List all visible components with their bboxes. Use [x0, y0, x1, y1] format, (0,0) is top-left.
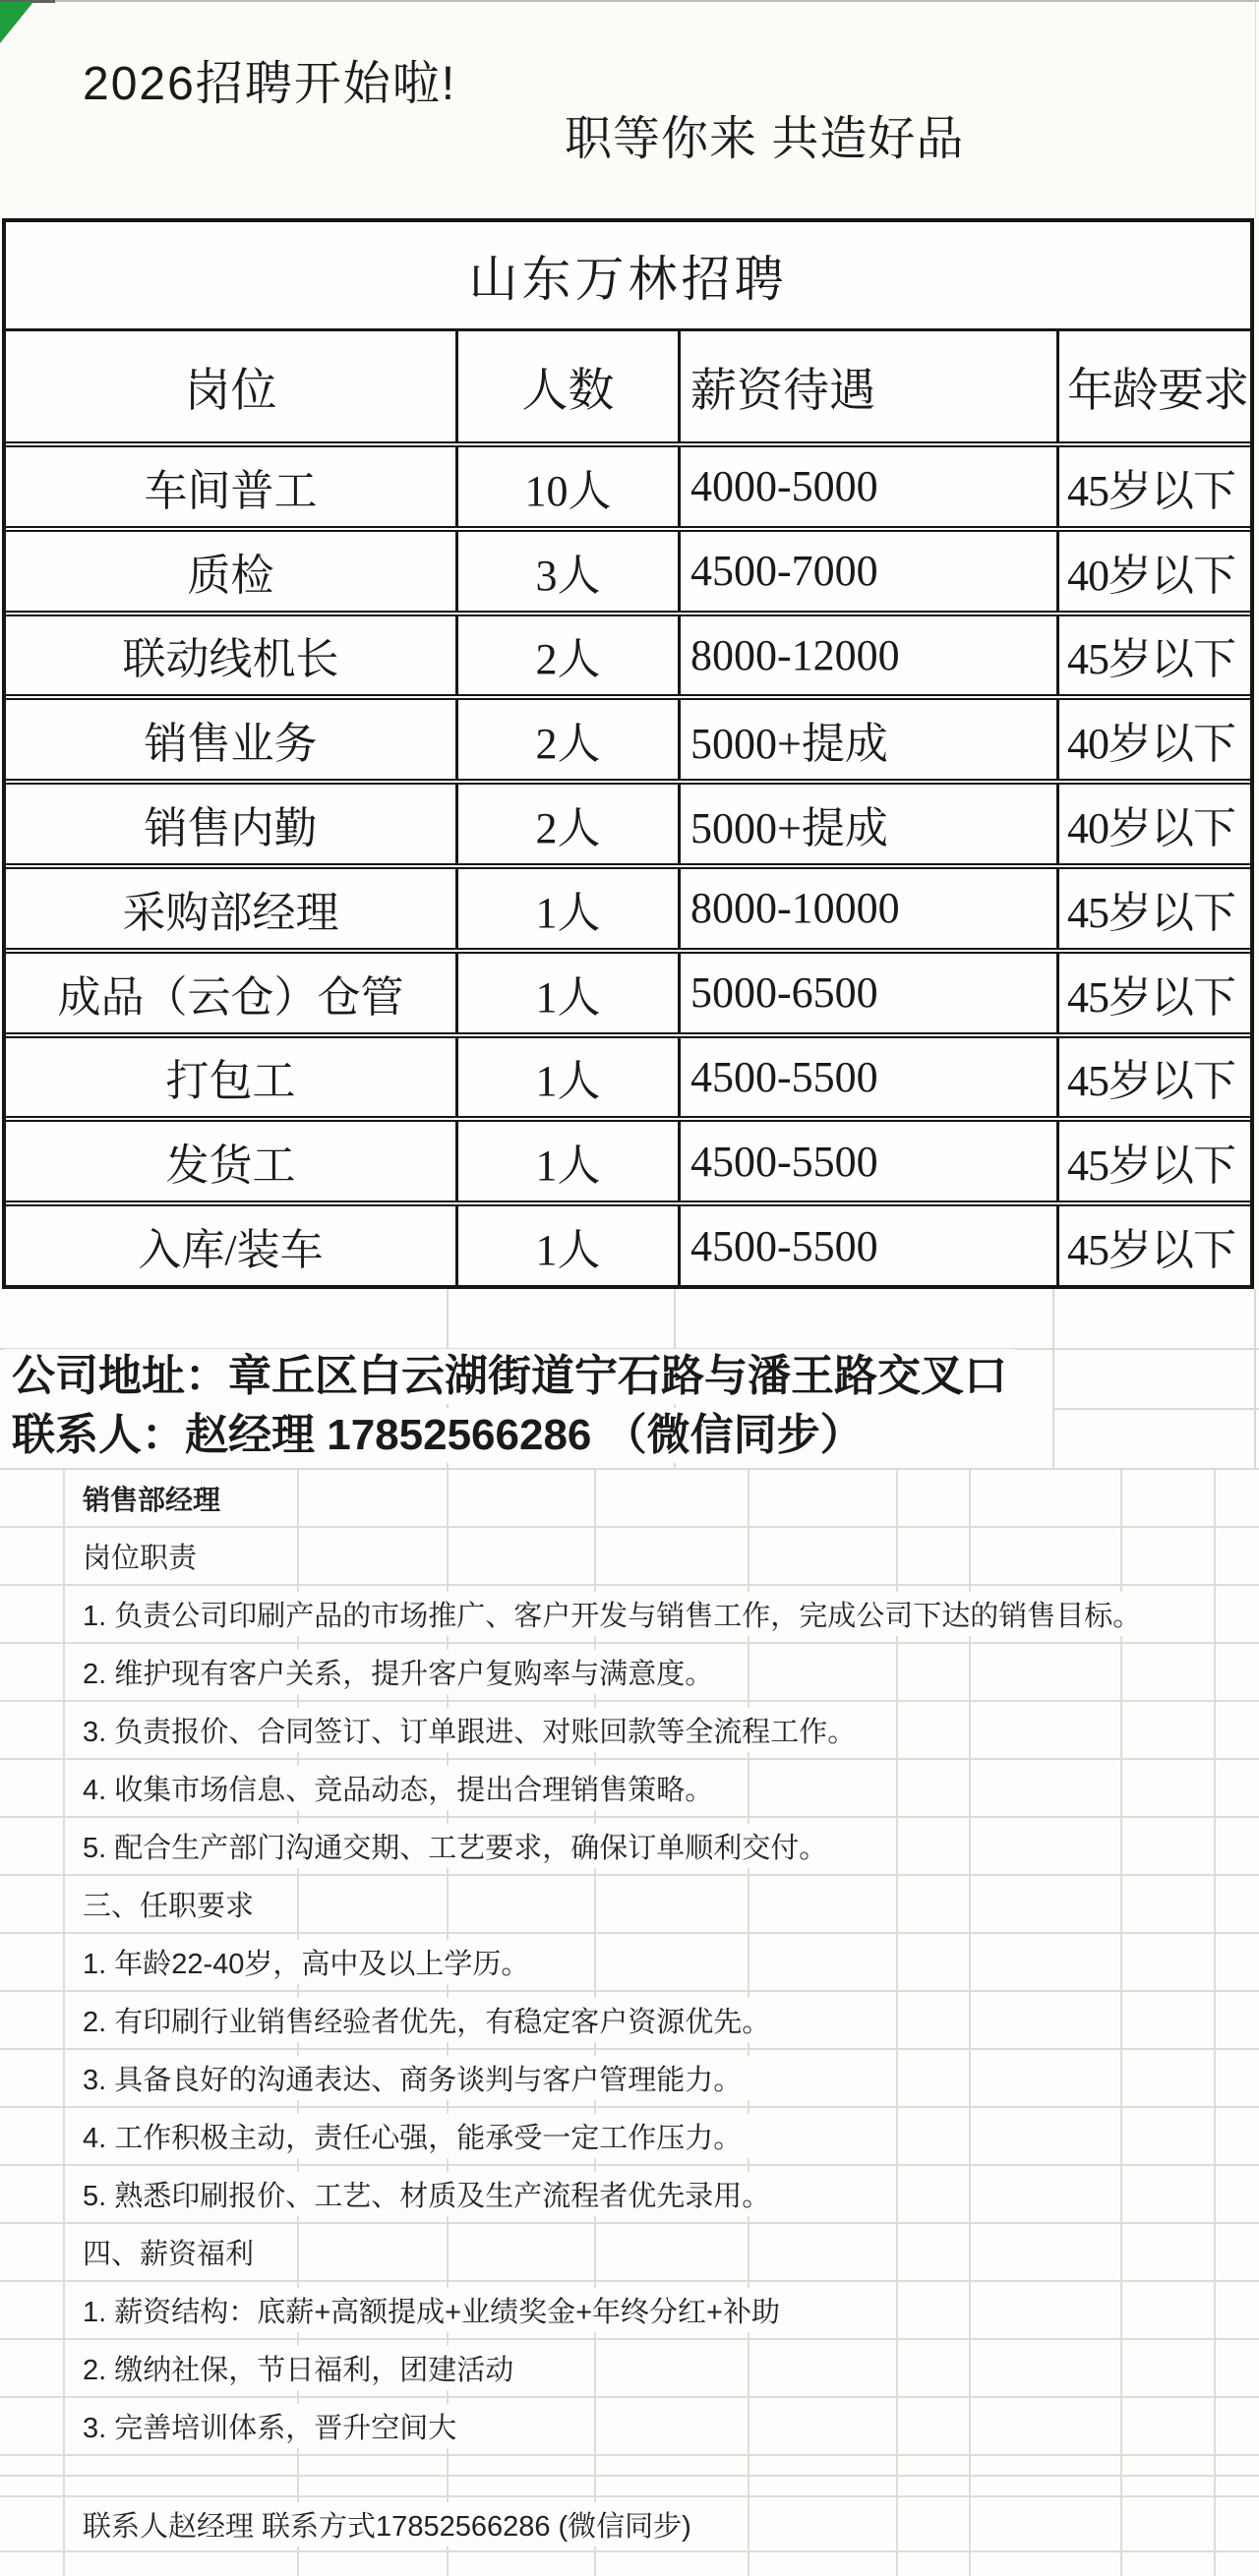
company-address-text: 公司地址：章丘区白云湖街道宁石路与潘王路交叉口: [4, 1349, 1015, 1404]
salary-cell: 8000-10000: [678, 869, 1056, 948]
table-header-row: [6, 331, 1250, 447]
table-title: 山东万林招聘: [6, 222, 1250, 331]
requirement-item: 1. 年龄22-40岁，高中及以上学历。: [0, 1934, 1259, 1992]
benefit-item: 2. 缴纳社保，节日福利，团建活动: [0, 2340, 1259, 2398]
job-name-cell: 发货工: [165, 1142, 296, 1191]
age-cell: 45岁以下: [1056, 1122, 1250, 1200]
gridline-horizontal: [1052, 1408, 1259, 1410]
section-heading-requirements: 三、任职要求: [0, 1876, 1259, 1934]
window-right-edge: [1255, 2, 1256, 218]
salary-cell: 4500-7000: [678, 532, 1056, 611]
duty-item: 2. 维护现有客户关系，提升客户复购率与满意度。: [0, 1644, 1259, 1702]
requirement-item: 5. 熟悉印刷报价、工艺、材质及生产流程者优先录用。: [0, 2166, 1259, 2224]
benefit-item: 1. 薪资结构：底薪+高额提成+业绩奖金+年终分红+补助: [0, 2282, 1259, 2340]
job-name-cell: 销售业务: [144, 720, 318, 769]
recruitment-table: [2, 218, 1254, 1289]
detail-title-row: [0, 1470, 1259, 1528]
headcount-cell: 1人: [455, 954, 678, 1032]
requirement-item: 2. 有印刷行业销售经验者优先，有稳定客户资源优先。: [0, 1992, 1259, 2050]
gridline-vertical: [1254, 1289, 1256, 1470]
table-row: [6, 700, 1250, 785]
duty-item: 4. 收集市场信息、竞品动态，提出合理销售策略。: [0, 1760, 1259, 1818]
job-name-cell: 销售内勤: [144, 804, 318, 853]
duty-item: 1. 负责公司印刷产品的市场推广、客户开发与销售工作，完成公司下达的销售目标。: [0, 1586, 1259, 1644]
age-cell: 45岁以下: [1056, 447, 1250, 526]
age-cell: 40岁以下: [1056, 785, 1250, 863]
column-header-headcount: 人数: [455, 331, 678, 441]
age-cell: 45岁以下: [1056, 1038, 1250, 1117]
heading-line-1: 2026招聘开始啦!: [83, 58, 457, 110]
job-name-cell: 质检: [187, 551, 274, 600]
table-row: [6, 447, 1250, 532]
age-cell: 45岁以下: [1056, 1206, 1250, 1285]
job-name-cell: 打包工: [165, 1057, 296, 1106]
age-cell: 45岁以下: [1056, 954, 1250, 1032]
window-top-edge: [0, 0, 1259, 2]
headcount-cell: 2人: [455, 616, 678, 695]
headcount-cell: 2人: [455, 785, 678, 863]
duty-item: 3. 负责报价、合同签订、订单跟进、对账回款等全流程工作。: [0, 1702, 1259, 1760]
job-name-cell: 入库/装车: [138, 1226, 324, 1275]
headcount-cell: 1人: [455, 869, 678, 948]
headcount-cell: 1人: [455, 1038, 678, 1117]
corner-triangle-marker: [0, 2, 33, 43]
table-row: [6, 1038, 1250, 1123]
headcount-cell: 2人: [455, 700, 678, 779]
column-header-age: 年龄要求: [1056, 331, 1250, 441]
table-row: [6, 869, 1250, 954]
heading-line-2: 职等你来 共造好品: [565, 113, 965, 165]
benefit-item: 3. 完善培训体系，晋升空间大: [0, 2398, 1259, 2456]
salary-cell: 4000-5000: [678, 447, 1056, 526]
footer-contact-row: [0, 2497, 1259, 2552]
requirement-item: 4. 工作积极主动，责任心强，能承受一定工作压力。: [0, 2108, 1259, 2166]
salary-cell: 4500-5500: [678, 1206, 1056, 1285]
headcount-cell: 10人: [455, 447, 678, 526]
salary-cell: 8000-12000: [678, 616, 1056, 695]
job-name-cell: 成品（云仓）仓管: [57, 972, 404, 1022]
table-row: [6, 954, 1250, 1038]
job-name-cell: 采购部经理: [122, 888, 339, 937]
table-row: [6, 1122, 1250, 1206]
headcount-cell: 1人: [455, 1122, 678, 1200]
headcount-cell: 3人: [455, 532, 678, 611]
detail-title: 销售部经理: [83, 1477, 232, 1520]
table-row: [6, 1206, 1250, 1285]
gridline-vertical: [1052, 1289, 1054, 1470]
column-header-position: 岗位: [184, 365, 277, 417]
footer-contact-text: 联系人赵经理 联系方式17852566286 (微信同步): [83, 2502, 703, 2547]
table-row: [6, 785, 1250, 869]
column-header-salary: 薪资待遇: [678, 331, 1056, 441]
age-cell: 45岁以下: [1056, 869, 1250, 948]
job-name-cell: 联动线机长: [122, 635, 339, 684]
headcount-cell: 1人: [455, 1206, 678, 1285]
section-heading-duties: 岗位职责: [0, 1528, 1259, 1586]
salary-cell: 4500-5500: [678, 1122, 1056, 1200]
age-cell: 45岁以下: [1056, 616, 1250, 695]
duty-item: 5. 配合生产部门沟通交期、工艺要求，确保订单顺利交付。: [0, 1818, 1259, 1876]
contact-person-text: 联系人：赵经理 17852566286 （微信同步）: [4, 1408, 871, 1463]
empty-row: [0, 2456, 1259, 2477]
job-detail-section: [0, 1470, 1259, 2576]
requirement-item: 3. 具备良好的沟通表达、商务谈判与客户管理能力。: [0, 2050, 1259, 2108]
age-cell: 40岁以下: [1056, 700, 1250, 779]
empty-row: [0, 2477, 1259, 2497]
salary-cell: 5000+提成: [678, 785, 1056, 863]
salary-cell: 5000-6500: [678, 954, 1056, 1032]
age-cell: 40岁以下: [1056, 532, 1250, 611]
section-heading-benefits: 四、薪资福利: [0, 2224, 1259, 2282]
salary-cell: 5000+提成: [678, 700, 1056, 779]
table-row: [6, 532, 1250, 616]
empty-row: [0, 2552, 1259, 2576]
job-name-cell: 车间普工: [144, 466, 318, 515]
salary-cell: 4500-5500: [678, 1038, 1056, 1117]
table-row: [6, 616, 1250, 701]
